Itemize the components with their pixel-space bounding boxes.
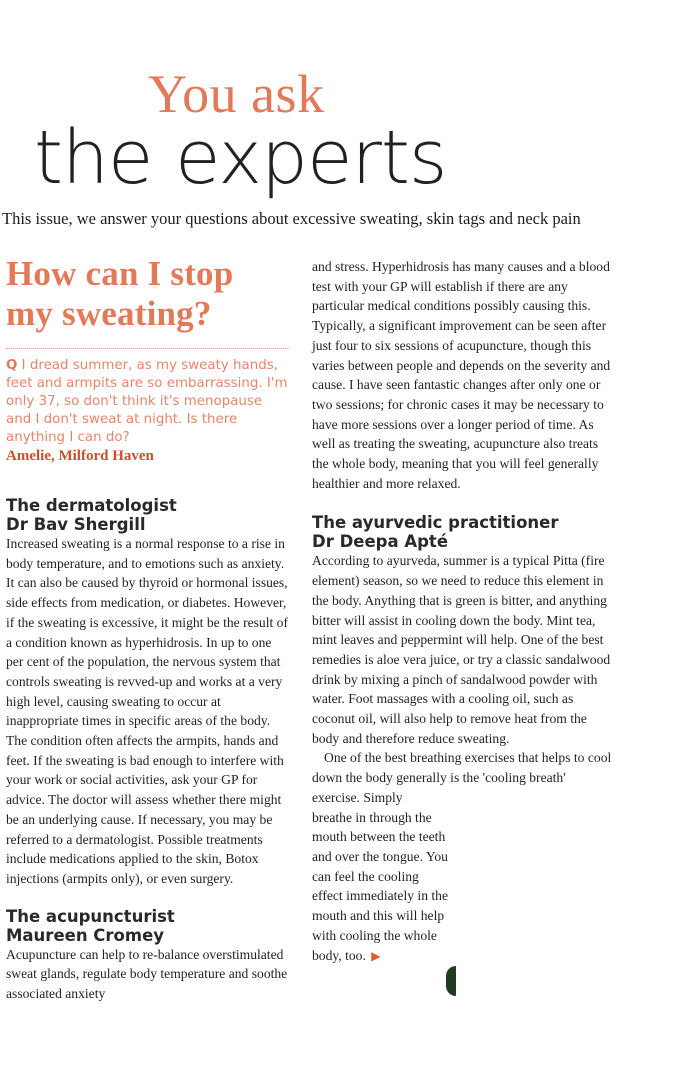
expert-role: The dermatologist: [6, 496, 177, 515]
q-label: Q: [6, 358, 18, 373]
expert-role: The acupuncturist: [6, 906, 175, 926]
dotted-divider: [6, 348, 290, 349]
expert-answer: One of the best breathing exercises that helps to cool down the body generally is the 'cooling breath' exercise. Simply: [312, 750, 612, 805]
expert-heading: [6, 907, 290, 945]
expert-name: Dr Deepa Apté: [312, 532, 449, 552]
expert-heading: [6, 496, 290, 534]
intro-standfirst: This issue, we answer your questions about excessive sweating, skin tags and neck pain: [2, 209, 581, 228]
expert-answer-final-text: breathe in through the mouth between the teeth and over the tongue. You can feel the cooling effect immediately in the mouth and this will help with cooling the whole body, too.: [312, 809, 449, 963]
expert-ayurvedic: [312, 513, 612, 966]
title-you-ask: You ask: [148, 64, 325, 124]
title-the-experts: the experts: [34, 115, 447, 201]
expert-answer: Increased sweating is a normal response to a rise in body temperature, and to emotions such as anxiety. It can also be caused by thyroid or hormonal issues, side effects from medication, or diabetes. However, if the sweating is excessive, it might be the result of a condition known as hyperhidrosis. In up to one per cent of the population, the nervous system that controls sweating is revved-up and works at a very high level, causing sweating to occur at inappropriate times in specific areas of the body. The condition often affects the armpits, hands and feet. If the sweating is bad enough to interfere with your work or social activities, ask your GP for advice. The doctor will assess whether there might be an underlying cause. If necessary, you may be referred to a dermatologist. Possible treatments include medications applied to the skin, Botox injections (armpits only), or even surgery.: [6, 536, 289, 886]
question-signer: Amelie, Milford Haven: [6, 448, 154, 464]
expert-answer-continued: and stress. Hyperhidrosis has many causes and a blood test with your GP will establish if there are any particular medical conditions possibly causing this. Typically, a significant improvement can be seen after just four to six sessions of acupuncture, though this varies between people and depends on the severity and cause. I have seen fantastic changes after only one or two sessions; for chronic cases it may be necessary to have more sessions over a longer period of time. As well as treating the sweating, acupuncture also treats the whole body, meaning that you will feel generally healthier and more relaxed.: [312, 259, 611, 491]
expert-name: Dr Bav Shergill: [6, 515, 146, 534]
leaf-icon: [446, 966, 456, 996]
question-text: I dread summer, as my sweaty hands, feet and armpits are so embarrassing. I'm only 37, so don't think it's menopause and I don't sweat at night. Is there anything I can do?: [6, 358, 288, 445]
expert-answer: According to ayurveda, summer is a typical Pitta (fire element) season, so we need to reduce this element in the body. Anything that is green is bitter, and anything bitter will assist in cooling down the body. Mint tea, mint leaves and peppermint will help. One of the best remedies is aloe vera juice, or try a classic sandalwood drink by mixing a pinch of sandalwood powder with water. Foot massages with a cooling oil, such as coconut oil, will also help to remove heat from the body and therefore reduce sweating.: [312, 553, 611, 746]
expert-role: The ayurvedic practitioner: [312, 513, 559, 533]
expert-acupuncturist: [6, 907, 290, 1004]
reader-question: [6, 357, 290, 466]
expert-answer-final: [312, 808, 450, 967]
expert-dermatologist: [6, 496, 290, 889]
question-heading: [6, 254, 290, 334]
expert-answer: Acupuncture can help to re-balance overstimulated sweat glands, regulate body temperature and soothe associated anxiety: [6, 946, 288, 1002]
right-column: [312, 257, 612, 966]
question-heading-line2: my sweating?: [6, 294, 212, 333]
question-heading-line1: How can I stop: [6, 254, 234, 293]
expert-name: Maureen Cromey: [6, 925, 165, 945]
expert-heading: [312, 513, 612, 551]
left-column: [6, 254, 290, 1004]
end-arrow-icon: ▶: [371, 948, 381, 963]
